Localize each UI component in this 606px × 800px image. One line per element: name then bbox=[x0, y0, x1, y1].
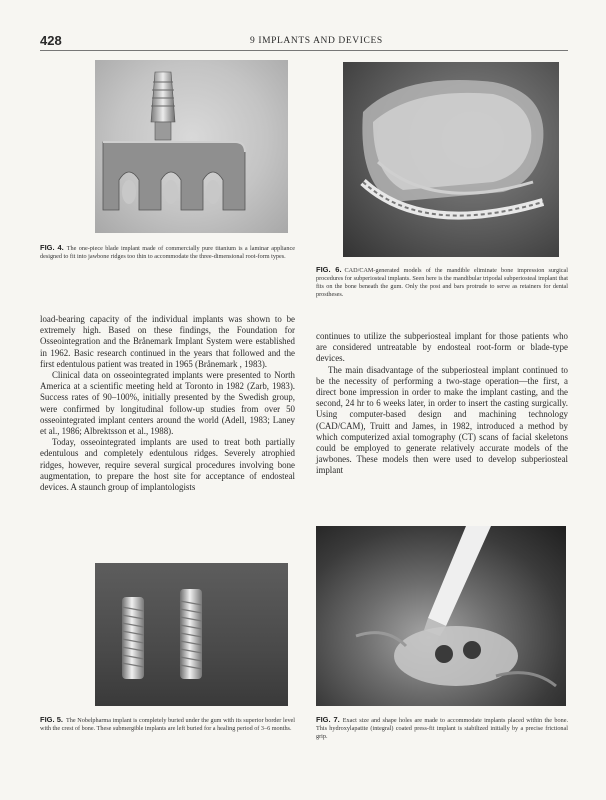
fig6-label: FIG. 6. bbox=[316, 265, 342, 274]
fig5-caption bbox=[40, 716, 295, 733]
fig6-caption bbox=[316, 266, 568, 299]
left-paragraph-1: load-bearing capacity of the individual implants was shown to be extremely high. Based on these findings, the Foundation for Osseointegration and the Brånemark Implant System were established in 1962. Basic research continued in the years that followed and the first edentulous patient was treated in 1965 (Brånemark , 1983). bbox=[40, 314, 295, 369]
right-paragraph-1: continues to utilize the subperiosteal implant for those patients who are considered untreatable by endosteal root-form or blade-type devices. bbox=[316, 331, 568, 364]
fig7-photo-surgical-site bbox=[316, 526, 566, 706]
fig4-label: FIG. 4. bbox=[40, 243, 64, 252]
fig7-caption-text: Exact size and shape holes are made to accommodate implants placed within the bone. This hydroxylapatite (integral) coated press-fit implant is stabilized initially by a precise frictional grip. bbox=[316, 717, 568, 740]
cadcam-model-illustration bbox=[343, 62, 559, 257]
fig7-caption bbox=[316, 716, 568, 741]
blade-implant-illustration bbox=[95, 60, 288, 233]
right-column-text bbox=[316, 331, 568, 477]
fig7-label: FIG. 7. bbox=[316, 715, 340, 724]
fig4-caption-text: The one-piece blade implant made of commercially pure titanium is a laminar appliance designed to fit into jawbone ridges too thin to accommodate the three-dimensional root-form types. bbox=[40, 245, 295, 260]
fig5-caption-text: The Nobelpharma implant is completely buried under the gum with its superior border level with the crest of bone. These submergible implants are left buried for a healing period of 3–6 months. bbox=[40, 717, 295, 732]
fig5-label: FIG. 5. bbox=[40, 715, 64, 724]
chapter-title: 9 IMPLANTS AND DEVICES bbox=[250, 36, 383, 46]
page-number: 428 bbox=[40, 33, 62, 48]
header-rule bbox=[40, 50, 568, 51]
left-paragraph-2: Clinical data on osseointegrated implants were presented to North America at a scientific meeting held at Toronto in 1982 (Zarb, 1983). Success rates of 90–100%, initially presented by the Swedish group, were confirmed by longitudinal follow-up studies from over 50 osseointegrated implant centers around the world (Adell, 1983; Laney et al., 1986; Albrektsson et al., 1988). bbox=[40, 370, 295, 437]
fig5-photo-nobelpharma-implants bbox=[95, 563, 288, 706]
left-paragraph-3: Today, osseointegrated implants are used to treat both partially edentulous and completely edentulous ridges. Severely atrophied ridges, however, require several surgical procedures involving bone augmentation, to prepare the host site for acceptance of endosteal devices. A staunch group of implantologists bbox=[40, 437, 295, 493]
screw-implants-illustration bbox=[95, 563, 288, 706]
fig6-caption-text: CAD/CAM-generated models of the mandible eliminate bone impression surgical procedures for subperiosteal implants. Seen here is the mandibular tripodal subperiosteal implant that fits on the bone beneath the gum. Only the post and bars protrude to serve as retainers for dental prostheses. bbox=[316, 267, 569, 298]
surgical-site-illustration bbox=[316, 526, 566, 706]
fig4-caption bbox=[40, 244, 295, 261]
fig4-photo-blade-implant bbox=[95, 60, 288, 233]
right-paragraph-2: The main disadvantage of the subperiosteal implant continued to be the necessity of performing a two-stage operation—the first, a direct bone impression in order to make the implant casting, and the second, 24 hr to 6 weeks later, in order to insert the casting surgically. Using computer-based design and machining technology (CAD/CAM), Truitt and James, in 1982, introduced a method by which computerized axial tomography (CT) scans of facial skeletons could be employed to generate relatively accurate models of the jawbones. These models then were used to develop subperiosteal implant bbox=[316, 364, 568, 476]
fig6-photo-cadcam-model bbox=[343, 62, 559, 257]
left-column-text bbox=[40, 314, 295, 493]
